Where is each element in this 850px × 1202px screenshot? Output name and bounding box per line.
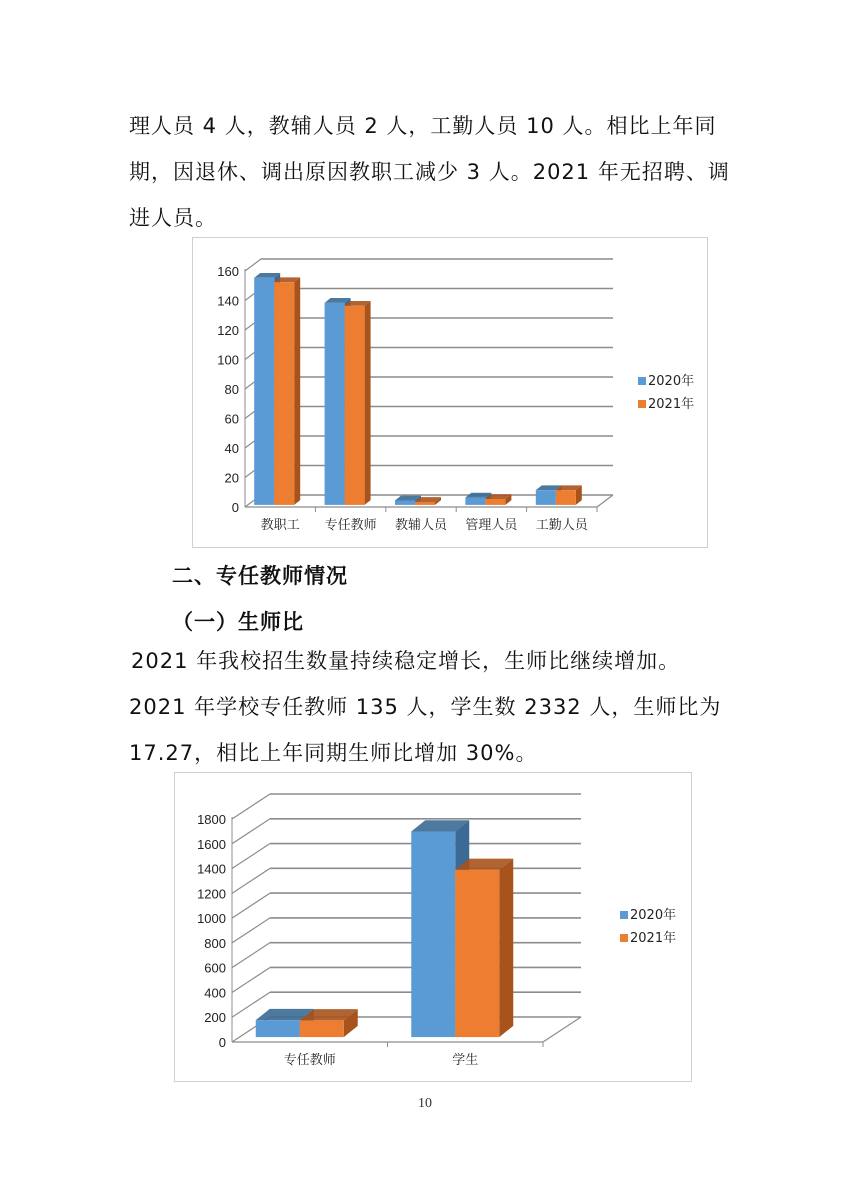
legend-label: 2021年 — [648, 397, 695, 412]
depth-gridline — [232, 967, 270, 992]
bar-front — [465, 498, 485, 505]
bar-front — [395, 500, 415, 504]
y-tick-label: 40 — [224, 441, 239, 456]
y-tick-label: 120 — [217, 323, 239, 338]
bar-front — [325, 303, 345, 505]
y-tick-label: 1800 — [197, 812, 226, 827]
legend-swatch — [620, 911, 628, 919]
y-tick-label: 0 — [218, 1035, 226, 1050]
chart-teachers-vs-students-svg — [175, 773, 691, 1081]
text-line: 进人员。 — [129, 206, 217, 230]
depth-gridline — [232, 844, 270, 869]
y-tick-label: 0 — [231, 500, 239, 515]
floor-edge — [597, 495, 613, 507]
depth-gridline — [232, 893, 270, 918]
text-line: 2021 年学校专任教师 135 人，学生数 2332 人，生师比为 — [129, 695, 722, 719]
x-category-label: 管理人员 — [465, 518, 518, 533]
y-tick-label: 60 — [224, 411, 239, 427]
y-tick-label: 1000 — [197, 911, 226, 927]
y-tick-label: 600 — [204, 960, 226, 976]
chart-staff-composition-svg — [193, 238, 707, 547]
text-line: 理人员 4 人，教辅人员 2 人，工勤人员 10 人。相比上年同 — [129, 114, 717, 138]
bar-front — [415, 502, 435, 505]
y-tick-label: 400 — [204, 985, 226, 1001]
bar-side — [499, 859, 513, 1037]
paragraph-staff-summary — [129, 103, 730, 241]
bar-front — [274, 282, 294, 505]
floor-edge — [543, 1017, 581, 1042]
legend-label: 2020年 — [648, 374, 695, 389]
bar-side — [294, 277, 300, 505]
legend-swatch — [638, 377, 646, 385]
bar-front — [256, 1020, 300, 1037]
depth-gridline — [232, 943, 270, 968]
bar-side — [365, 301, 371, 505]
paragraph-student-teacher-ratio — [87, 638, 722, 776]
x-category-label: 学生 — [452, 1053, 479, 1068]
subsection-heading: （一）生师比 — [172, 610, 304, 634]
bar-front — [345, 306, 365, 505]
depth-gridline — [245, 259, 261, 271]
legend-label: 2021年 — [630, 931, 677, 946]
bar-front — [536, 490, 556, 505]
y-tick-label: 80 — [224, 382, 239, 397]
y-tick-label: 800 — [204, 935, 226, 951]
x-category-label: 专任教师 — [324, 518, 377, 533]
legend-label: 2020年 — [630, 908, 677, 923]
bar-front — [411, 831, 455, 1037]
legend-swatch — [638, 400, 646, 408]
y-tick-label: 140 — [217, 293, 239, 309]
depth-gridline — [232, 794, 270, 819]
y-tick-label: 1200 — [197, 886, 226, 902]
y-tick-label: 100 — [217, 352, 239, 368]
x-category-label: 教职工 — [260, 518, 300, 533]
page-number: 10 — [418, 1096, 432, 1111]
depth-gridline — [232, 918, 270, 943]
depth-gridline — [232, 868, 270, 893]
text-line: 2021 年我校招生数量持续稳定增长，生师比继续增加。 — [87, 649, 681, 673]
y-tick-label: 160 — [217, 264, 239, 279]
section-heading: 二、专任教师情况 — [172, 564, 348, 588]
y-tick-label: 1400 — [197, 861, 226, 877]
bar-front — [254, 278, 274, 505]
depth-gridline — [232, 819, 270, 844]
bar-front — [485, 499, 505, 505]
legend-swatch — [620, 934, 628, 942]
y-tick-label: 200 — [204, 1010, 226, 1026]
text-line: 期，因退休、调出原因教职工减少 3 人。2021 年无招聘、调 — [129, 160, 730, 184]
x-category-label: 专任教师 — [283, 1053, 336, 1068]
y-tick-label: 1600 — [197, 836, 226, 852]
x-category-label: 工勤人员 — [535, 518, 588, 533]
bar-front — [455, 870, 499, 1037]
x-category-label: 教辅人员 — [394, 518, 448, 533]
text-line: 17.27，相比上年同期生师比增加 30%。 — [129, 741, 538, 765]
bar-front — [300, 1020, 344, 1037]
chart-staff-composition — [192, 237, 708, 548]
chart-teachers-vs-students — [174, 772, 692, 1082]
y-tick-label: 20 — [224, 470, 239, 486]
bar-front — [556, 490, 576, 505]
